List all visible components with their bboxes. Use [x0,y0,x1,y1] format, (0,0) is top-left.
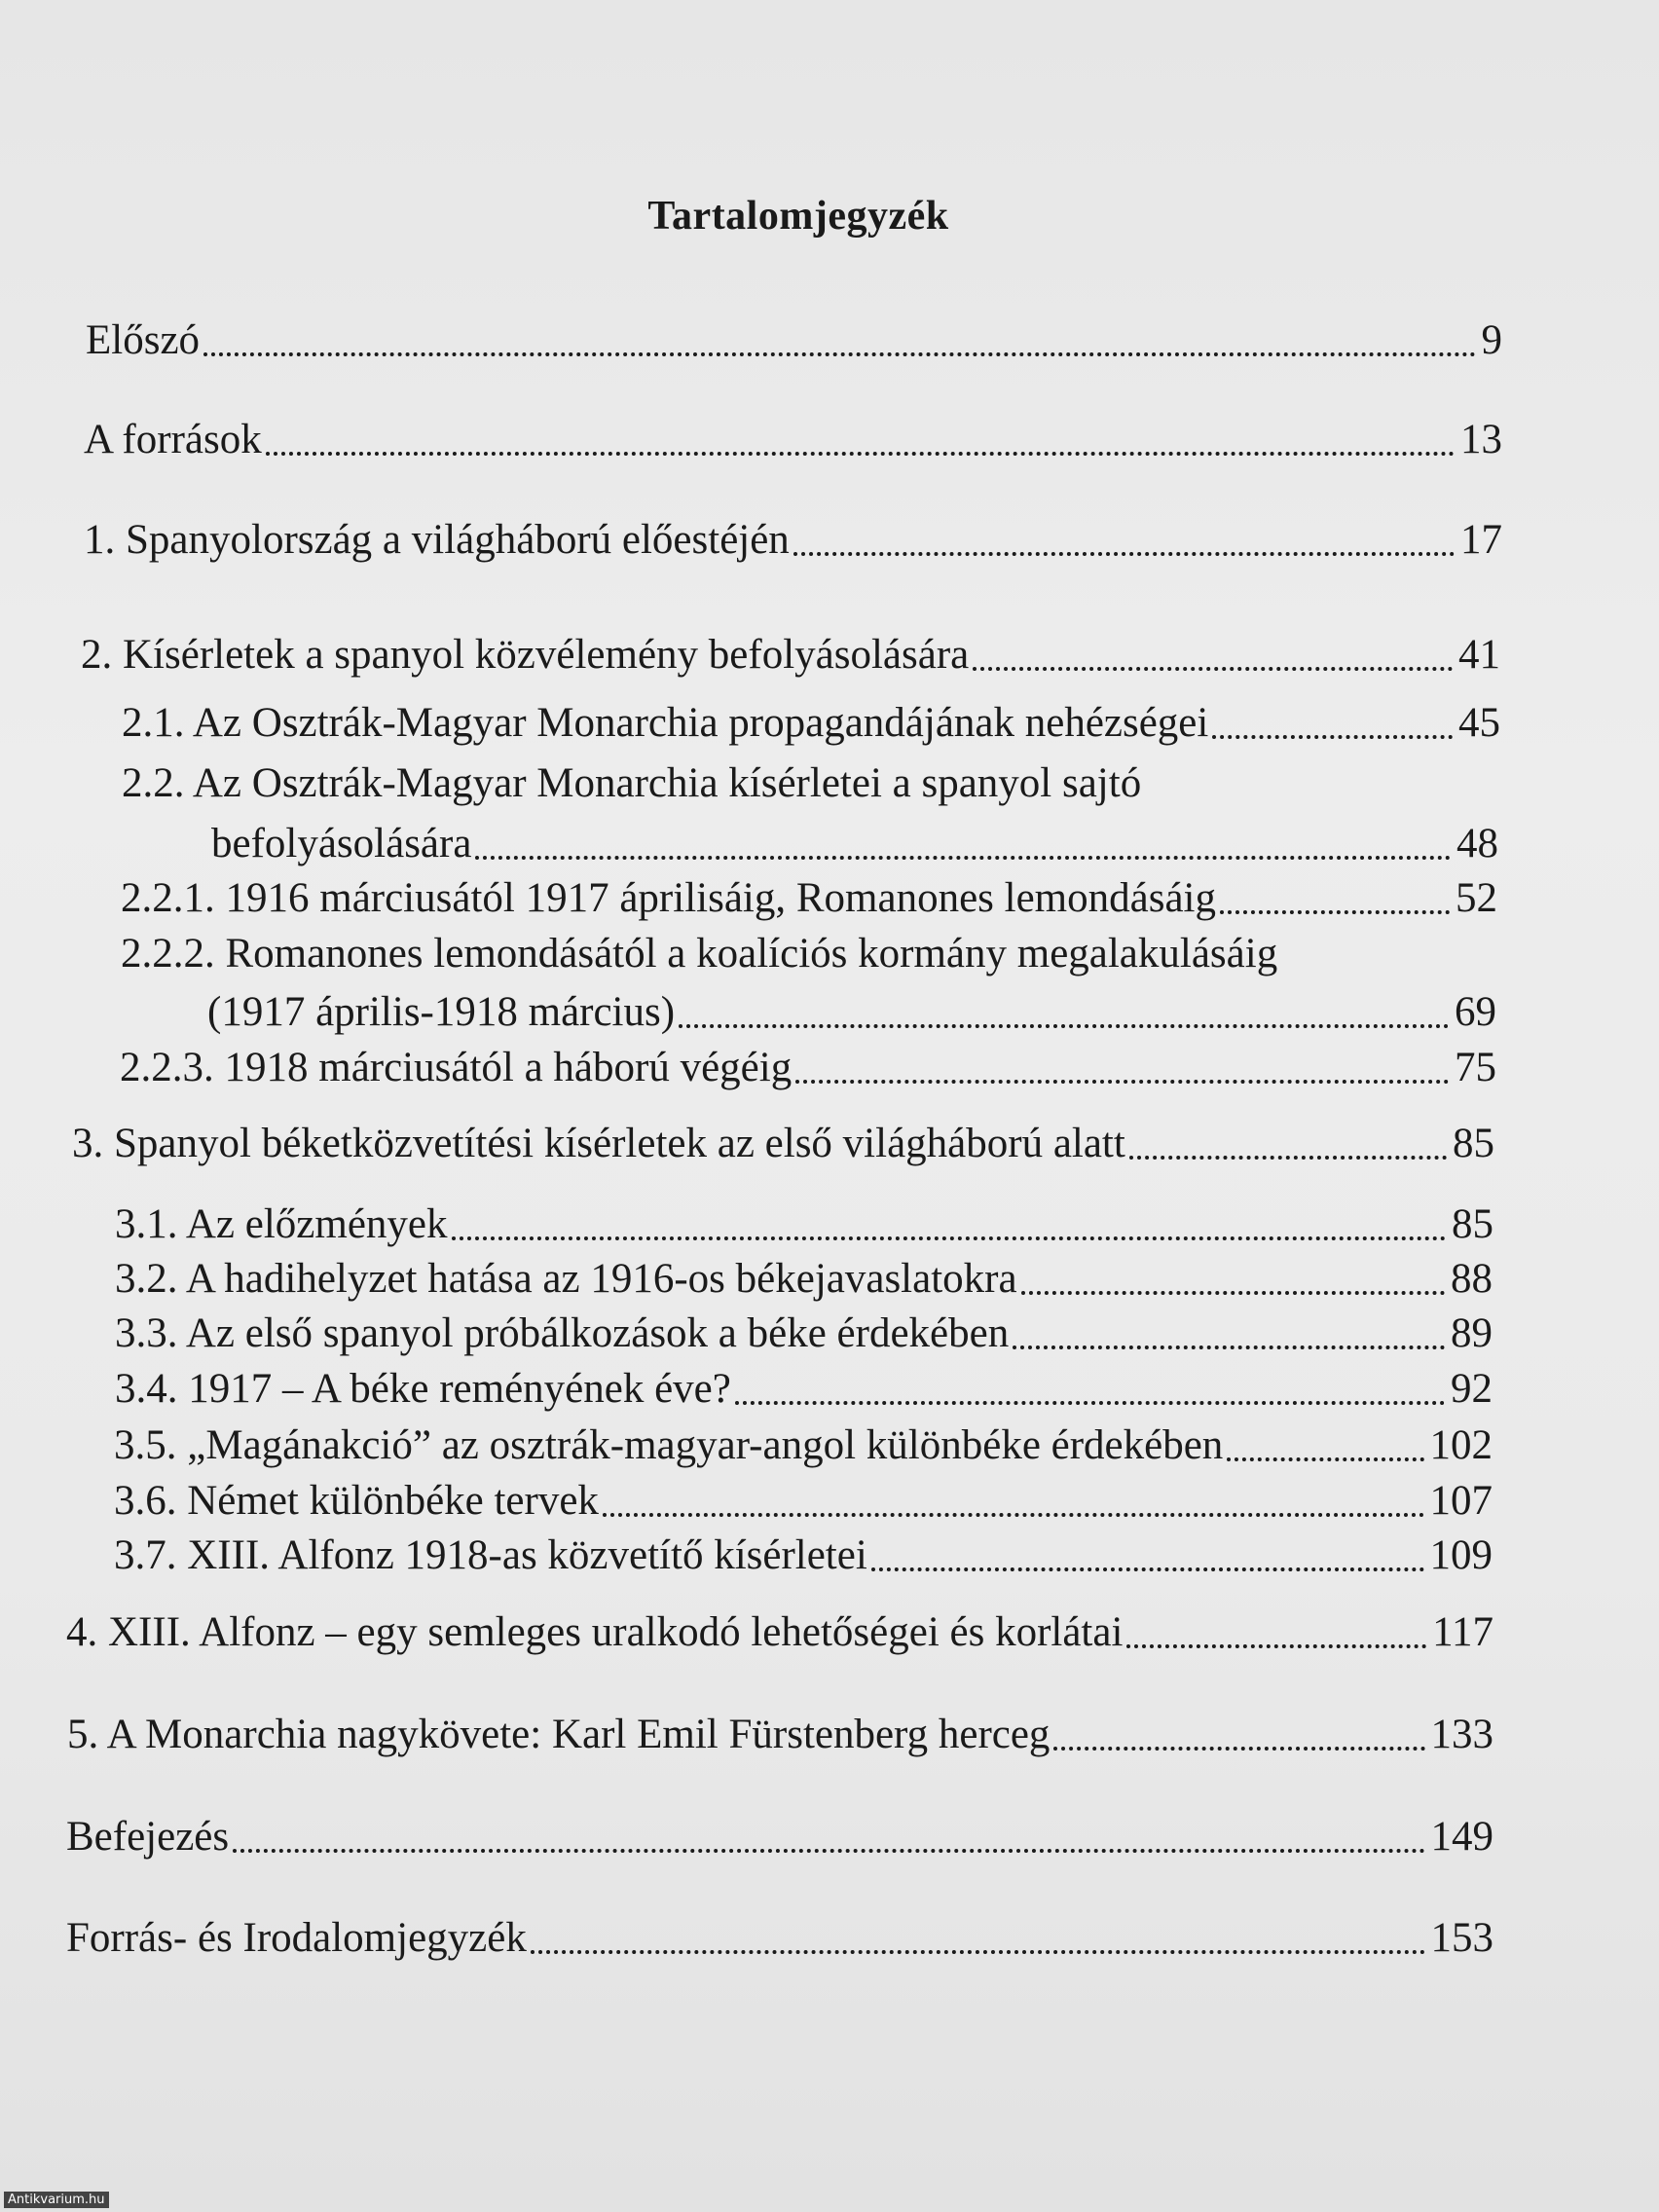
page-number: 153 [1430,1915,1493,1961]
page-number: 48 [1456,821,1498,866]
page-title: Tartalomjegyzék [647,194,949,239]
toc-entry: 2.1. Az Osztrák-Magyar Monarchia propagandájának nehézségei 45 [122,700,1500,746]
toc-entry: 3. Spanyol béketközvetítési kísérletek az első világháború alatt 85 [72,1121,1494,1166]
page-number: 41 [1458,632,1500,678]
page-number: 107 [1429,1478,1493,1524]
toc-entry: 3.7. XIII. Alfonz 1918-as közvetítő kísérletei 109 [114,1532,1493,1578]
page-number: 149 [1430,1814,1493,1860]
page-number: 117 [1432,1609,1493,1655]
toc-entry: (1917 április-1918 március) 69 [207,989,1496,1035]
page-number: 45 [1458,700,1500,746]
page-number: 52 [1456,875,1497,921]
toc-entry: 5. A Monarchia nagykövete: Karl Emil Fürstenberg herceg 133 [67,1712,1493,1757]
toc-entry: Befejezés 149 [66,1814,1493,1860]
toc-entry: 2. Kísérletek a spanyol közvélemény befolyásolására 41 [81,632,1500,678]
page-number: 85 [1453,1121,1494,1166]
page-number: 89 [1451,1310,1493,1356]
toc-entry-line: 2.2. Az Osztrák-Magyar Monarchia kísérletei a spanyol sajtó [122,760,1142,806]
page-number: 9 [1481,317,1502,363]
page-number: 109 [1429,1532,1493,1578]
toc-entry: 2.2.1. 1916 márciusától 1917 áprilisáig, Romanones lemondásáig 52 [121,875,1497,921]
toc-entry: A források 13 [84,417,1502,462]
page-number: 69 [1455,989,1496,1035]
toc-entry: 4. XIII. Alfonz – egy semleges uralkodó lehetőségei és korlátai 117 [66,1609,1493,1655]
page-number: 75 [1455,1045,1496,1090]
page-number: 102 [1429,1422,1493,1468]
toc-entry: 3.3. Az első spanyol próbálkozások a béke érdekében 89 [115,1310,1493,1356]
page-number: 92 [1451,1366,1493,1412]
toc-entry: Forrás- és Irodalomjegyzék 153 [66,1915,1493,1961]
toc-entry-line: 2.2.2. Romanones lemondásától a koalíciós kormány megalakulásáig [121,931,1278,977]
toc-entry: befolyásolására 48 [211,821,1498,866]
page-number: 85 [1452,1201,1493,1247]
toc-entry: 3.2. A hadihelyzet hatása az 1916-os békejavaslatokra 88 [115,1256,1493,1302]
toc-entry: 2.2.3. 1918 márciusától a háború végéig 75 [120,1045,1496,1090]
page-number: 88 [1451,1256,1493,1302]
watermark: Antikvarium.hu [4,2192,109,2208]
toc-entry: 3.4. 1917 – A béke reményének éve? 92 [115,1366,1493,1412]
toc-entry: 3.5. „Magánakció” az osztrák-magyar-angol különbéke érdekében 102 [114,1422,1493,1468]
toc-entry: Előszó 9 [86,317,1502,363]
page-number: 13 [1460,417,1502,462]
toc-entry: 1. Spanyolország a világháború előestéjén 17 [84,517,1502,563]
page-number: 133 [1430,1712,1493,1757]
toc-entry: 3.1. Az előzmények 85 [115,1201,1493,1247]
toc-entry: 3.6. Német különbéke tervek 107 [114,1478,1493,1524]
page-number: 17 [1460,517,1502,563]
